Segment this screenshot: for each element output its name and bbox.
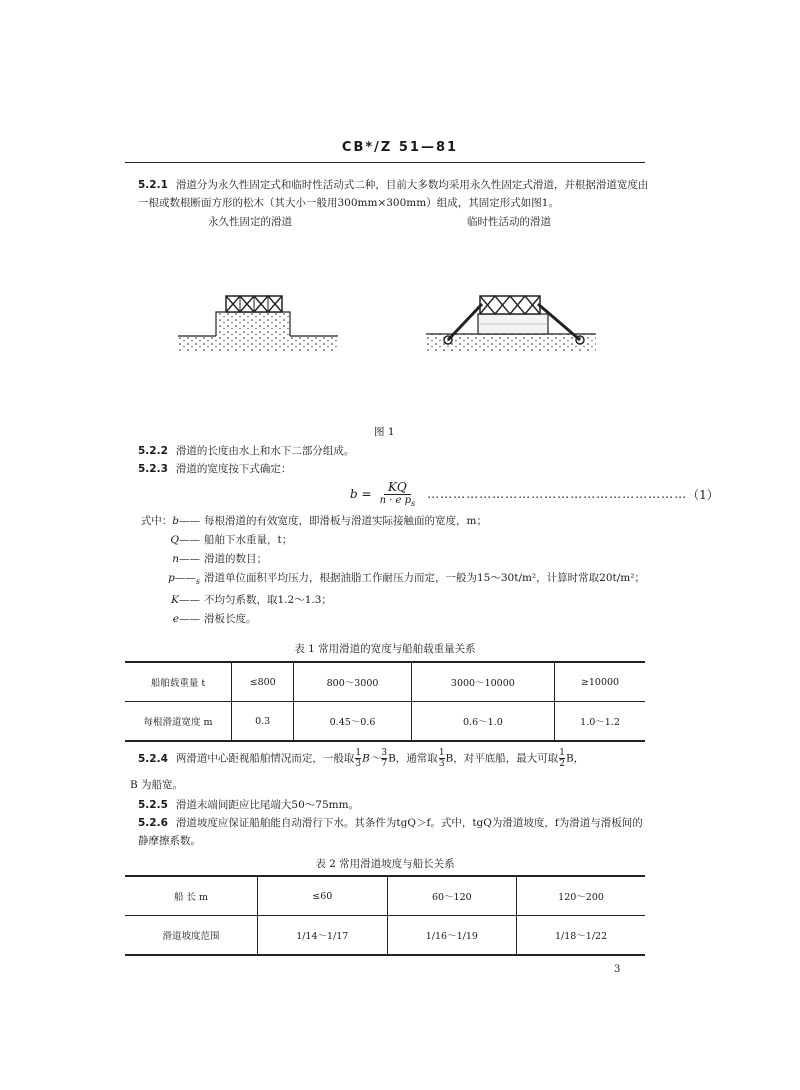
section-text: 滑道的宽度按下式确定： (175, 463, 292, 475)
section-text: 滑道的长度由水上和水下二部分组成。 (175, 445, 355, 457)
figure-left-caption: 永久性固定的滑道 (208, 216, 292, 228)
temporary-slipway-drawing (426, 296, 596, 352)
section-number: 5.2.2 (138, 445, 168, 457)
table-2 (125, 875, 645, 956)
section-5-2-2 (138, 442, 650, 460)
section-number: 5.2.1 (138, 179, 168, 191)
table-1-caption: 表 1 常用滑道的宽度与船舶载重量关系 (294, 643, 476, 655)
section-number: 5.2.5 (138, 799, 168, 811)
section-text: 滑道末端间距应比尾端大50～75mm。 (175, 799, 360, 811)
section-5-2-4: 5.2.4 两滑道中心距视船舶情况而定，一般取 $\frac{1}{3}$ B～ $\frac{3}{7}$ B，通常取 $\frac{1}{3}$ B，对平底船，最大可取 $\frac{1}{2}$ B， (138, 748, 585, 769)
section-5-2-5 (138, 796, 650, 814)
definition-row: n—— 滑道的数目； (172, 553, 267, 565)
formula-numerator: KQ (384, 480, 411, 495)
formula-number: （1） (687, 487, 719, 502)
table-row: 滑道坡度范围 1/14～1/17 1/16～1/19 1/18～1/22 (125, 916, 645, 956)
definition-row: 式中：b—— 每根滑道的有效宽度，即滑板与滑道实际接触面的宽度，m； (140, 515, 487, 527)
section-number: 5.2.4 (138, 752, 168, 765)
definition-row: e—— 滑板长度。 (172, 613, 257, 626)
section-5-2-6 (138, 814, 650, 850)
table-row: 船 长 m ≤60 60～120 120～200 (125, 876, 645, 916)
document-code-header: CB*/Z 51—81 (341, 140, 459, 155)
formula-leader-dots: …………………………………………………… (427, 487, 688, 501)
definitions-prefix: 式中： (140, 515, 173, 527)
formula-1 (350, 480, 719, 508)
section-text: 滑道分为永久性固定式和临时性活动式二种，目前大多数均采用永久性固定式滑道，并根据滑道宽度由一根或数根断面方形的松木（其大小一般用300mm×300mm）组成，其固定形式如图1。 (138, 179, 649, 209)
figure-right-caption: 临时性活动的滑道 (467, 216, 551, 228)
page-number: 3 (614, 964, 621, 975)
section-number: 5.2.3 (138, 463, 168, 475)
permanent-slipway-drawing (178, 296, 338, 352)
definition-row: K—— 不均匀系数，取1.2～1.3； (171, 594, 332, 607)
formula-lhs: b = (350, 487, 372, 501)
table-row: 船舶载重量 t ≤800 800～3000 3000～10000 ≥10000 (125, 662, 645, 702)
section-number: 5.2.6 (138, 817, 168, 829)
section-5-2-1 (138, 176, 650, 212)
header-rule (125, 162, 645, 163)
section-5-2-3 (138, 460, 650, 478)
figure-label: 图 1 (374, 426, 395, 438)
figure-1-slipway-drawing (178, 282, 618, 362)
definition-row: $p——_s$ 滑道单位面积平均压力，根据油脂工作耐压力而定，一般为15～30t/m²，计算时常取20t/m²； (168, 572, 645, 587)
table-1 (125, 661, 645, 742)
symbol-definitions (130, 512, 650, 629)
section-text: 滑道坡度应保证船舶能自动滑行下水。其条件为tgQ＞f。式中，tgQ为滑道坡度，f为滑道与滑板间的静摩擦系数。 (138, 817, 643, 847)
formula-fraction (376, 480, 420, 508)
table-row: 每根滑道宽度 m 0.3 0.45～0.6 0.6～1.0 1.0～1.2 (125, 702, 645, 742)
table-2-caption: 表 2 常用滑道坡度与船长关系 (315, 858, 455, 870)
definition-row: Q—— 船舶下水重量，t； (170, 534, 293, 546)
section-5-2-4-continued: B 为船宽。 (130, 779, 184, 791)
formula-denominator: n · e $p_s$ (379, 495, 416, 508)
